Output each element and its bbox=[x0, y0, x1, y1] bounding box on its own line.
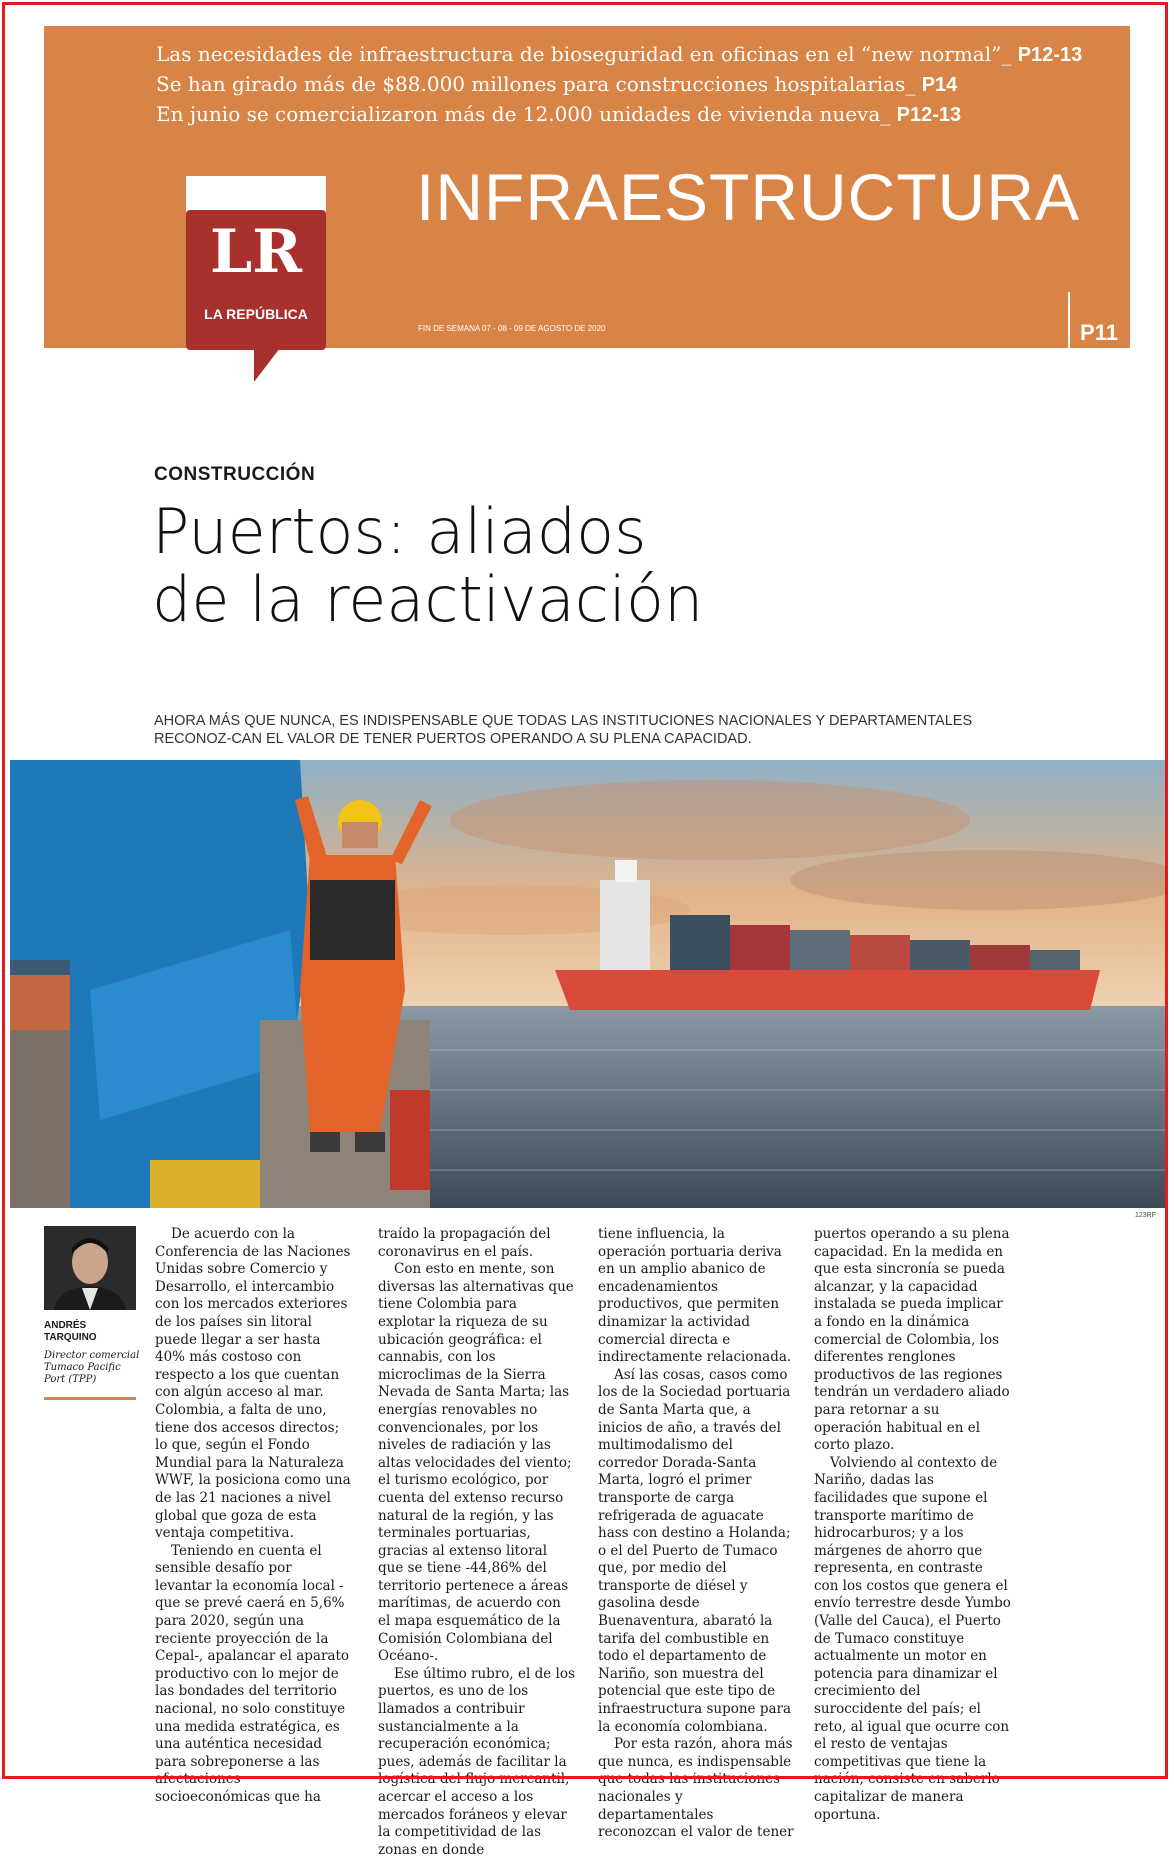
article-dek: AHORA MÁS QUE NUNCA, ES INDISPENSABLE QUE TODAS LAS INSTITUCIONES NACIONALES Y DEPARTAMENTALES RECONOZ-CAN EL VALOR DE TENER PUERTOS OPERANDO A SU PLENA CAPACIDAD. bbox=[154, 713, 973, 747]
teaser-item[interactable]: Las necesidades de infraestructura de bioseguridad en oficinas en el “new normal”_ P12-13 bbox=[156, 42, 1083, 66]
article-kicker: CONSTRUCCIÓN bbox=[154, 464, 316, 485]
paragraph: puertos operando a su plena capacidad. En la medida en que esta sincronía se pueda alcanzar, y la capacidad instalada se pueda implicar a fondo en la dinámica comercial de Colombia, los diferentes renglones productivos de las regiones tendrán un verdadero aliado para retornar a su operación habitual en el corto plazo. bbox=[814, 1226, 1010, 1454]
teaser-page: P12-13 bbox=[1017, 44, 1083, 66]
teaser-page: P14 bbox=[921, 74, 958, 96]
paragraph: Ese último rubro, el de los puertos, es uno de los llamados a contribuir sustancialmente a la recuperación económica; pues, además de facilitar la logística del flujo mercantil, acercar el acceso a los mercados foráneos y elevar la competitividad de las zonas en donde bbox=[378, 1665, 575, 1858]
paragraph: Volviendo al contexto de Nariño, dadas las facilidades que supone el transporte marítimo de hidrocarburos; y a los márgenes de ahorro que representa, en contraste con los costos que genera el envío terrestre desde Yumbo (Valle del Cauca), el Puerto de Tumaco constituye actualmente un motor en potencia para dinamizar el crecimiento del suroccidente del país; el reto, al igual que ocurre con el resto de ventajas competitivas que tiene la nación, consiste en saberlo capitalizar de manera oportuna. bbox=[814, 1454, 1011, 1823]
author-portrait bbox=[44, 1226, 136, 1310]
paragraph: Así las cosas, casos como los de la Sociedad portuaria de Santa Marta que, a inicios de año, a través del multimodalismo del corredor Dorada-Santa Marta, logró el primer transporte de carga refrigerada de aguacate hass con destino a Holanda; o el del Puerto de Tumaco que, por medio del transporte de diésel y gasolina desde Buenaventura, abarató la tarifa del combustible en todo el departamento de Nariño, son muestra del potencial que este tipo de infraestructura supone para la economía colombiana. bbox=[598, 1366, 792, 1735]
teaser-item[interactable]: En junio se comercializaron más de 12.000 unidades de vivienda nueva_ P12-13 bbox=[156, 102, 962, 126]
photo-credit: 123RF bbox=[1134, 1212, 1156, 1219]
dateline: FIN DE SEMANA 07 - 08 - 09 DE AGOSTO DE 2020 bbox=[418, 324, 606, 333]
paragraph: tiene influencia, la operación portuaria deriva en un amplio abanico de encadenamientos productivos, que permiten dinamizar la actividad comercial directa e indirectamente relacionada. bbox=[598, 1226, 792, 1366]
teaser-list bbox=[156, 40, 1116, 130]
article-column-4 bbox=[814, 1226, 1011, 1824]
paragraph: Por esta razón, ahora más que nunca, es indispensable que todas las instituciones nacionales y departamentales reconozcan el valor de tener bbox=[598, 1736, 794, 1841]
author-divider bbox=[44, 1397, 136, 1400]
paragraph: traído la propagación del coronavirus en el país. bbox=[378, 1226, 551, 1260]
logo-name: LA REPÚBLICA bbox=[204, 306, 308, 322]
author-photo bbox=[44, 1226, 136, 1310]
la-republica-logo[interactable] bbox=[186, 210, 326, 350]
teaser-item[interactable]: Se han girado más de $88.000 millones para construcciones hospitalarias_ P14 bbox=[156, 72, 958, 96]
port-photo bbox=[10, 760, 1168, 1208]
article-column-3 bbox=[598, 1226, 795, 1842]
teaser-page: P12-13 bbox=[896, 104, 962, 126]
article-column-1 bbox=[155, 1226, 352, 1807]
paragraph: Con esto en mente, son diversas las alternativas que tiene Colombia para explotar la riqueza de su ubicación geográfica: el cannabis, con los microclimas de la Sierra Nevada de Santa Marta; las energías renovables no convencionales, por los niveles de radiación y las altas velocidades del viento; el turismo ecológico, por cuenta del extenso recurso natural de la región, y las terminales portuarias, gracias al extenso litoral que se tiene -44,86% del territorio pertenece a áreas marítimas, de acuerdo con el mapa esquemático de la Comisión Colombiana del Océano-. bbox=[378, 1261, 574, 1665]
article-headline bbox=[152, 495, 704, 636]
author-role: Director comercial Tumaco Pacific Port (TPP) bbox=[44, 1350, 140, 1385]
article-column-2 bbox=[378, 1226, 575, 1859]
paragraph: Teniendo en cuenta el sensible desafío por levantar la economía local -que se prevé caerá en 5,6% para 2020, según una reciente proyección de la Cepal-, apalancar el aparato productivo con lo mejor de las bondades del territorio nacional, no solo constituye una medida estratégica, es una auténtica necesidad para sobreponerse a las afectaciones socioeconómicas que ha bbox=[155, 1542, 350, 1805]
headline-line: Puertos: aliados bbox=[152, 495, 647, 568]
headline-line: de la reactivación bbox=[152, 563, 704, 636]
page-number: P11 bbox=[1068, 292, 1132, 370]
logo-mark: LR bbox=[209, 217, 303, 287]
paragraph: De acuerdo con la Conferencia de las Naciones Unidas sobre Comercio y Desarrollo, el intercambio con los mercados exteriores de los países sin litoral puede llegar a ser hasta 40% más costoso con respecto a los que cuentan con algún acceso al mar. Colombia, a falta de uno, tiene dos accesos directos; lo que, según el Fondo Mundial para la Naturaleza WWF, la posiciona como una de las 21 naciones a nivel global que goza de esta ventaja competitiva. bbox=[155, 1226, 351, 1542]
author-name: ANDRÉS TARQUINO bbox=[44, 1320, 97, 1343]
section-title: INFRAESTRUCTURA bbox=[416, 160, 1081, 234]
logo-speech-tail bbox=[254, 348, 280, 382]
port-photo-illustration bbox=[10, 760, 1168, 1208]
